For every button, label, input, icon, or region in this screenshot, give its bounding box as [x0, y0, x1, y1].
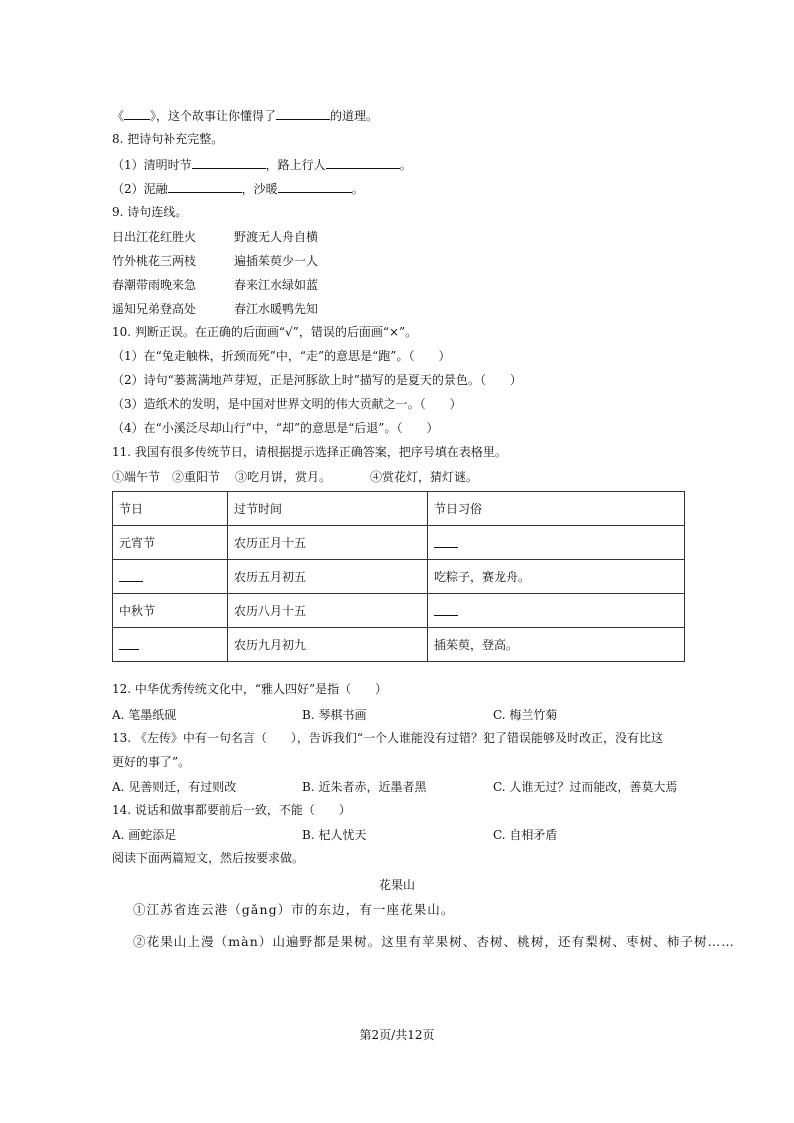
table-cell: 中秋节: [113, 594, 228, 628]
table-header: 过节时间: [228, 492, 428, 526]
choice-c[interactable]: C. 人谁无过？过而能改，善莫大焉: [493, 780, 678, 794]
q10-title: 10. 判断正误。在正确的后面画“√”，错误的后面画“×”。: [112, 325, 418, 339]
table-row: [113, 526, 685, 560]
table-row: [113, 628, 685, 662]
reading-paragraph-1: ①江苏省连云港（gǎng）市的东边，有一座花果山。: [133, 902, 455, 917]
table-cell-answer[interactable]: [113, 560, 228, 594]
answer-blank[interactable]: [119, 637, 139, 650]
poem-left[interactable]: 遥知兄弟登高处: [112, 302, 197, 316]
page-footer: 第2页/共12页: [359, 1028, 435, 1042]
q8-line-1: [112, 156, 412, 173]
table-cell: 插茱萸，登高。: [428, 628, 685, 662]
poem-right[interactable]: 野渡无人舟自横: [234, 230, 319, 244]
choice-a[interactable]: A. 画蛇添足: [112, 828, 177, 842]
choice-b[interactable]: B. 近朱者赤，近墨者黑: [302, 780, 427, 794]
reading-paragraph-2: ②花果山上漫（màn）山遍野都是果树。这里有苹果树、杏树、桃树，还有梨树、枣树、柿子树……: [133, 934, 735, 949]
table-row: [113, 560, 685, 594]
answer-blank[interactable]: [434, 535, 458, 548]
answer-blank[interactable]: [192, 156, 266, 169]
poem-pair-row: [112, 252, 318, 269]
choice-c[interactable]: C. 自相矛盾: [493, 828, 558, 842]
poem-pair-row: [112, 276, 318, 293]
q8-title: 8. 把诗句补充完整。: [112, 132, 224, 146]
answer-blank[interactable]: [434, 603, 458, 616]
q13-line-1: 13. 《左传》中有一句名言（ ），告诉我们“一个人谁能没有过错？犯了错误能够及时改正，没有比这: [112, 731, 664, 745]
poem-left[interactable]: 竹外桃花三两枝: [112, 254, 197, 268]
q11-title: 11. 我国有很多传统节日，请根据提示选择正确答案，把序号填在表格里。: [112, 445, 507, 459]
table-cell-answer[interactable]: [428, 594, 685, 628]
poem-right[interactable]: 遍插茱萸少一人: [234, 254, 319, 268]
q11-option: ②重阳节: [172, 470, 221, 484]
q7-mid: 》，这个故事让你懂得了: [150, 109, 277, 123]
table-header: 节日: [113, 492, 228, 526]
poem-right[interactable]: 春来江水绿如蓝: [234, 278, 319, 292]
reading-intro: 阅读下面两篇短文，然后按要求做。: [112, 851, 305, 865]
q8-line-2: [112, 180, 364, 197]
choice-b[interactable]: B. 杞人忧天: [302, 828, 367, 842]
q10-item: （4）在“小溪泛尽却山行”中，“却”的意思是“后退”。（ ）: [112, 421, 439, 435]
q7-prefix: 《: [112, 109, 125, 123]
q10-item: （1）在“兔走触株，折颈而死”中，“走”的意思是“跑”。（ ）: [112, 349, 451, 363]
q8-text: 。: [399, 158, 412, 172]
poem-left[interactable]: 春潮带雨晚来急: [112, 278, 197, 292]
poem-right[interactable]: 春江水暖鸭先知: [234, 302, 319, 316]
table-cell: 农历正月十五: [228, 526, 428, 560]
poem-left[interactable]: 日出江花红胜火: [112, 230, 197, 244]
q8-text: （2）泥融: [112, 182, 168, 196]
q9-title: 9. 诗句连线。: [112, 205, 188, 219]
choice-c[interactable]: C. 梅兰竹菊: [493, 708, 558, 722]
table-cell: 吃粽子，赛龙舟。: [428, 560, 685, 594]
q8-text: 。: [351, 182, 364, 196]
table-cell-answer[interactable]: [428, 526, 685, 560]
q12-title: 12. 中华优秀传统文化中，“雅人四好”是指（ ）: [112, 682, 388, 696]
answer-blank[interactable]: [278, 180, 352, 193]
choice-a[interactable]: A. 见善则迁，有过则改: [112, 780, 237, 794]
answer-blank[interactable]: [119, 569, 143, 582]
choice-a[interactable]: A. 笔墨纸砚: [112, 708, 177, 722]
q8-text: ，路上行人: [265, 158, 326, 172]
table-cell-answer[interactable]: [113, 628, 228, 662]
table-cell: 元宵节: [113, 526, 228, 560]
table-header-row: [113, 492, 685, 526]
q8-text: ，沙暖: [241, 182, 278, 196]
q11-option: ④赏花灯，猜灯谜。: [370, 470, 479, 484]
answer-blank[interactable]: [276, 107, 330, 120]
answer-blank[interactable]: [124, 107, 150, 120]
choice-b[interactable]: B. 琴棋书画: [302, 708, 367, 722]
q13-line-2: 更好的事了”。: [112, 755, 191, 769]
table-cell: 农历五月初五: [228, 560, 428, 594]
poem-pair-row: [112, 228, 318, 245]
q14-title: 14. 说话和做事都要前后一致，不能（ ）: [112, 803, 351, 817]
table-cell: 农历九月初九: [228, 628, 428, 662]
table-row: [113, 594, 685, 628]
answer-blank[interactable]: [326, 156, 400, 169]
q7-suffix: 的道理。: [330, 109, 379, 123]
answer-blank[interactable]: [168, 180, 242, 193]
q7-tail-line: [112, 107, 378, 124]
q8-text: （1）清明时节: [112, 158, 192, 172]
table-header: 节日习俗: [428, 492, 685, 526]
q11-option: ①端午节: [112, 470, 161, 484]
reading-title: 花果山: [378, 878, 415, 892]
festival-table: [112, 491, 685, 662]
poem-pair-row: [112, 300, 318, 317]
q11-option: ③吃月饼，赏月。: [235, 470, 332, 484]
q10-item: （3）造纸术的发明，是中国对世界文明的伟大贡献之一。（ ）: [112, 397, 462, 411]
q10-item: （2）诗句“蒌蒿满地芦芽短，正是河豚欲上时”描写的是夏天的景色。（ ）: [112, 373, 522, 387]
table-cell: 农历八月十五: [228, 594, 428, 628]
